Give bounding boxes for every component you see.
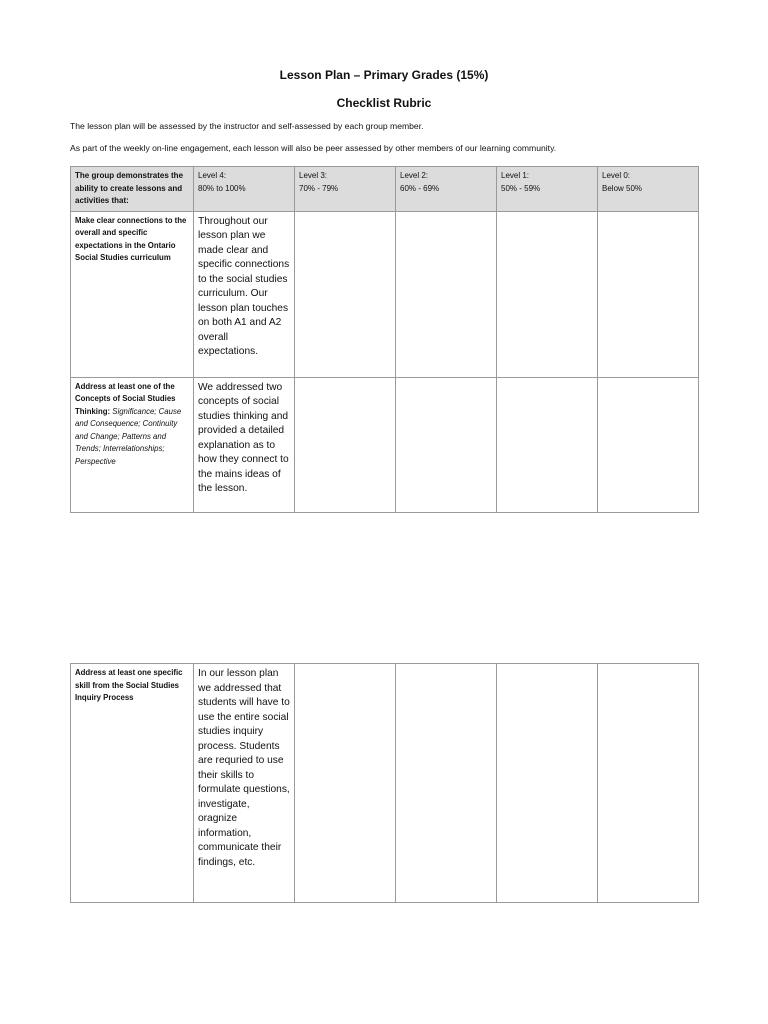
criterion-text — [75, 382, 181, 466]
level-name: Level 1: — [501, 171, 530, 180]
criterion-text: Address at least one specific skill from the Social Studies Inquiry Process — [75, 668, 183, 702]
intro-paragraph-2: As part of the weekly on-line engagement, each lesson will also be peer assessed by other members of our learning community. — [70, 143, 557, 153]
level-4-header — [194, 167, 295, 212]
level-2-header — [396, 167, 497, 212]
empty-cell — [497, 377, 598, 512]
rubric-table — [70, 166, 699, 513]
level-range: 50% - 59% — [501, 183, 541, 193]
empty-cell — [396, 211, 497, 377]
criterion-bold-text: Address at least one of the Concepts of Social Studies Thinking: — [75, 381, 176, 416]
empty-cell — [295, 377, 396, 512]
level-3-header — [295, 167, 396, 212]
empty-cell — [396, 377, 497, 512]
response-text: In our lesson plan we addressed that students will have to use the entire social studies inquiry process. Students are requried to use their skills to formulate questions, investigate, oragnize information, communicate their findings, etc. — [198, 668, 290, 868]
criterion-cell — [71, 377, 194, 512]
criterion-text: Make clear connections to the overall and specific expectations in the Ontario Social Studies curriculum — [75, 215, 187, 262]
criteria-header — [71, 167, 194, 212]
level-1-header — [497, 167, 598, 212]
document-title: Lesson Plan – Primary Grades (15%) — [279, 68, 489, 82]
level-name: Level 0: — [602, 171, 631, 180]
rubric-header-row — [71, 167, 699, 212]
rubric-table-continued — [70, 663, 699, 903]
rubric-row — [71, 211, 699, 377]
intro-paragraph-1: The lesson plan will be assessed by the instructor and self-assessed by each group member. — [70, 121, 424, 131]
response-cell — [194, 377, 295, 512]
criterion-italic-text: Significance; Cause and Consequence; Continuity and Change; Patterns and Trends; Interrelationships; Perspective — [75, 406, 182, 466]
criterion-cell — [71, 664, 194, 903]
response-cell — [194, 211, 295, 377]
empty-cell — [598, 211, 699, 377]
level-name: Level 2: — [400, 171, 429, 180]
criteria-header-text: The group demonstrates the ability to create lessons and activities that: — [75, 171, 184, 205]
empty-cell — [497, 664, 598, 903]
rubric-row — [71, 377, 699, 512]
level-0-header — [598, 167, 699, 212]
level-name: Level 3: — [299, 171, 328, 180]
empty-cell — [396, 664, 497, 903]
document-subtitle: Checklist Rubric — [336, 96, 432, 110]
level-range: Below 50% — [602, 183, 643, 193]
empty-cell — [598, 377, 699, 512]
level-name: Level 4: — [198, 171, 227, 180]
level-range: 60% - 69% — [400, 183, 440, 193]
rubric-row — [71, 664, 699, 903]
response-text: Throughout our lesson plan we made clear and specific connections to the social studies curriculum. Our lesson plan touches on both A1 and A2 overall expectations. — [198, 215, 290, 357]
empty-cell — [295, 664, 396, 903]
level-range: 70% - 79% — [299, 183, 339, 193]
empty-cell — [598, 664, 699, 903]
empty-cell — [497, 211, 598, 377]
level-range: 80% to 100% — [198, 183, 246, 193]
response-cell — [194, 664, 295, 903]
empty-cell — [295, 211, 396, 377]
criterion-cell — [71, 211, 194, 377]
response-text: We addressed two concepts of social studies thinking and provided a detailed explanation as to how they connect to the mains ideas of the lesson. — [198, 381, 289, 494]
